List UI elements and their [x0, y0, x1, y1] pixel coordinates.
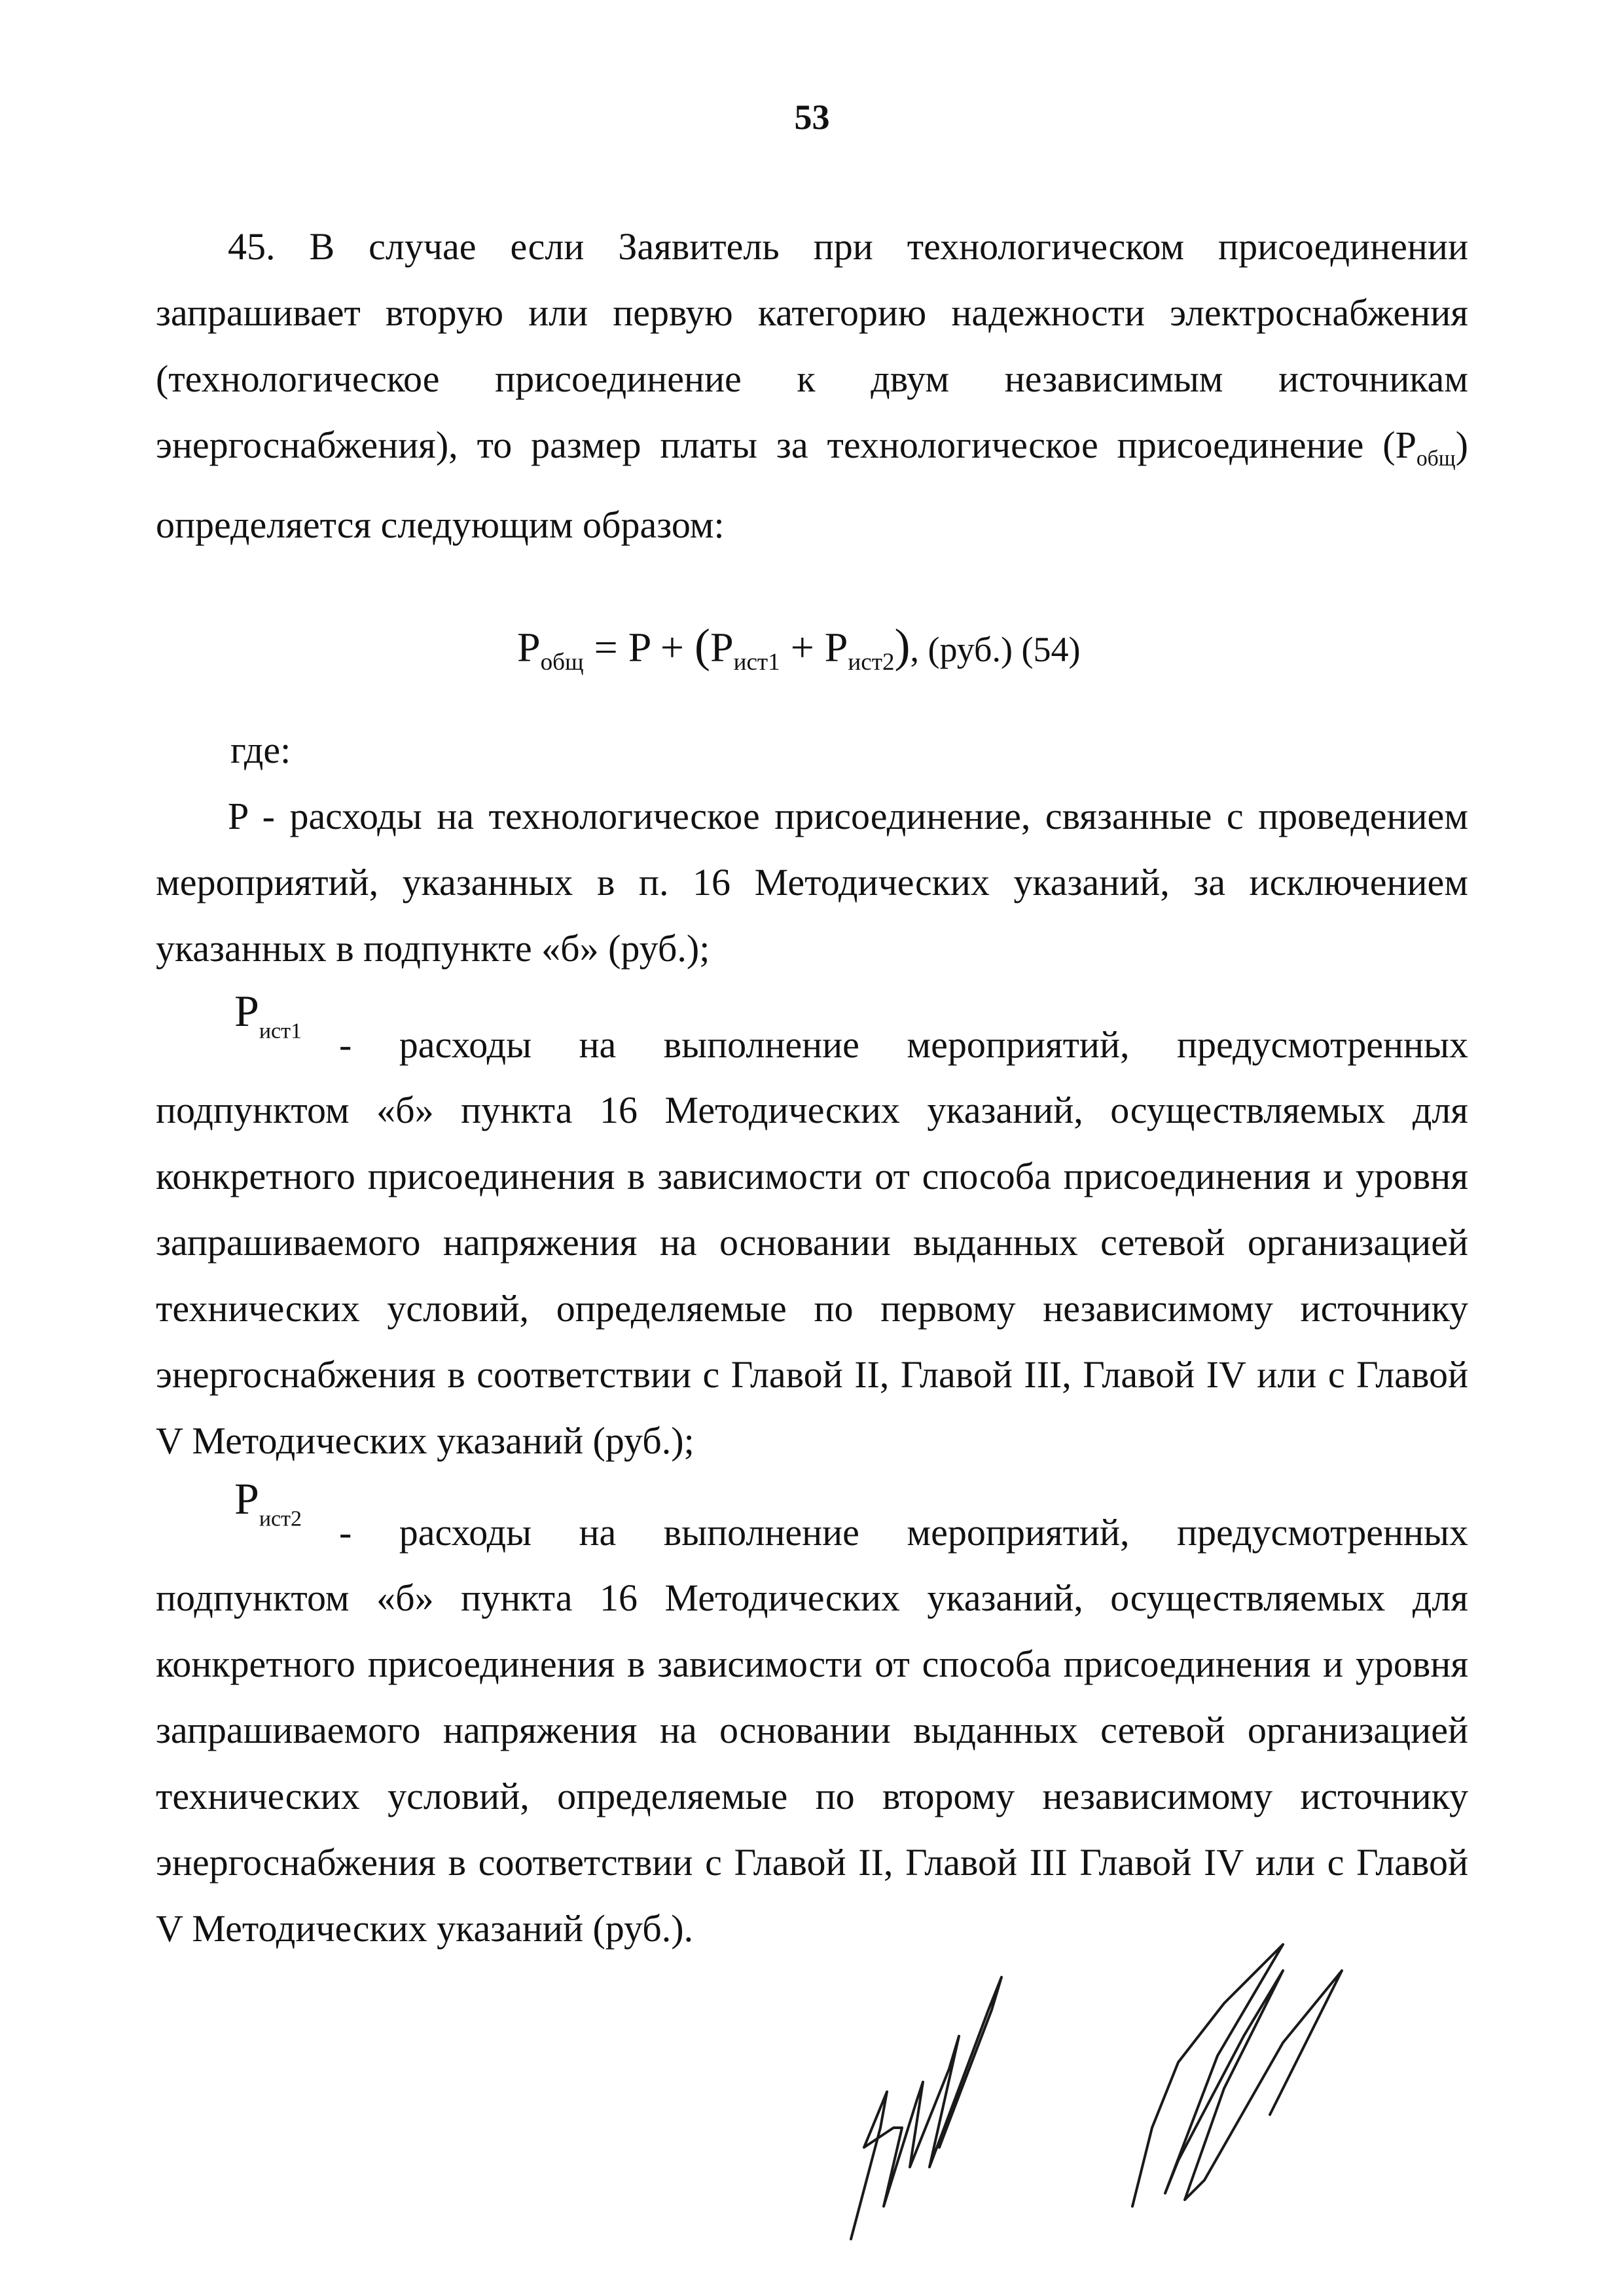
formula-54: [517, 619, 1080, 676]
ist1-description: подпунктом «б» пункта 16 Методических указаний, осуществляемых для конкретного присоединения в зависимости от способа присоединения и уровня запрашиваемого напряжения на основании выданных сетевой организацией технических условий, определяемые по первому независимому источнику энергоснабжения в соответствии с Главой II, Главой III, Главой IV или с Главой V Методических указаний (руб.);: [156, 1089, 1468, 1462]
definition-p: P - расходы на технологическое присоединение, связанные с проведением мероприятий, указанных в п. 16 Методических указаний, за исключением указанных в подпункте «б» (руб.);: [156, 795, 1468, 970]
ist1-first-line: - расходы на выполнение мероприятий, предусмотренных: [339, 1023, 1468, 1066]
formula-lhs-symbol: P: [517, 624, 541, 670]
formula-plus: +: [780, 624, 825, 670]
formula-lhs-sub: общ: [540, 648, 584, 676]
formula-t2-symbol: P: [824, 624, 848, 670]
ist2-symbol: $P_{ист2}$: [234, 1474, 302, 1531]
formula-open-paren: (: [695, 619, 710, 672]
definition-ist2: [156, 1473, 1468, 1961]
formula-close-paren: ): [894, 619, 911, 672]
signature-1-icon: [851, 1977, 1001, 2239]
formula-t2-sub: ист2: [848, 648, 895, 676]
handwritten-signatures: [825, 1931, 1414, 2259]
formula-t1-sub: ист1: [733, 648, 780, 676]
formula-t1-symbol: P: [710, 624, 734, 670]
p-total-symbol: P: [1395, 424, 1416, 466]
where-label: где:: [230, 729, 291, 771]
paragraph-45-text: 45. В случае если Заявитель при технологическом присоединении запрашивает вторую или первую категорию надежности электроснабжения (технологическое присоединение к двум независимым источникам энергоснабжения), то размер платы за технологическое присоединение (: [156, 225, 1468, 466]
signature-2-icon: [1132, 1944, 1342, 2206]
paragraph-45: [156, 213, 1468, 558]
definition-ist1: [156, 985, 1468, 1474]
formula-unit: , (руб.) (54): [910, 630, 1081, 669]
ist2-first-line: - расходы на выполнение мероприятий, предусмотренных: [339, 1511, 1468, 1554]
paragraph-45-text-end: ) определяется следующим образом:: [156, 424, 1468, 546]
page-number: 53: [794, 98, 830, 137]
p-total-subscript: общ: [1416, 446, 1456, 471]
ist1-symbol: $P_{ист1}$: [234, 986, 302, 1044]
ist2-description: подпунктом «б» пункта 16 Методических указаний, осуществляемых для конкретного присоединения в зависимости от способа присоединения и уровня запрашиваемого напряжения на основании выданных сетевой организацией технических условий, определяемые по второму независимому источнику энергоснабжения в соответствии с Главой II, Главой III Главой IV или с Главой V Методических указаний (руб.).: [156, 1576, 1468, 1950]
formula-eq: = P +: [583, 624, 695, 670]
